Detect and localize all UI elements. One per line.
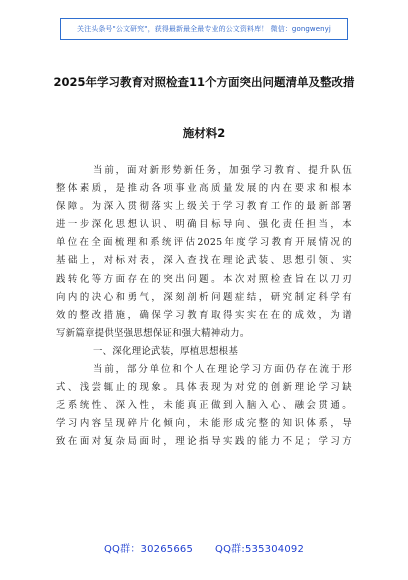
text-line: 乏系统性、深入性，未能真正做到入脑入心、融会贯通。 xyxy=(56,400,352,412)
text-line: 向内的决心和勇气，深刻剖析问题症结，研究制定科学有 xyxy=(56,291,352,303)
promo-banner xyxy=(60,18,348,40)
document-body xyxy=(56,162,352,452)
text-line: 式、浅尝辄止的现象。具体表现为对党的创新理论学习缺 xyxy=(56,382,352,394)
document-title-line-1: 2025年学习教育对照检查11个方面突出问题清单及整改措 xyxy=(53,75,355,89)
text-line: 践转化等方面存在的突出问题。本次对照检查旨在以刀刃 xyxy=(56,273,352,285)
text-line: 进一步深化思想认识、明确目标导向、强化责任担当，本 xyxy=(56,219,352,231)
text-line: 当前，部分单位和个人在理论学习方面仍存在流于形 xyxy=(93,364,352,376)
text-line: 整体素质，是推动各项事业高质量发展的内在要求和根本 xyxy=(56,183,352,195)
text-line: 写新篇章提供坚强思想保证和强大精神动力。 xyxy=(56,327,250,339)
text-line: 致在面对复杂局面时，理论指导实践的能力不足；学习方 xyxy=(56,436,352,448)
footer-qq-group-1: QQ群：30265665 xyxy=(103,544,194,555)
section-heading: 一、深化理论武装，厚植思想根基 xyxy=(93,345,239,357)
footer-qq-group-2: QQ群:535304092 xyxy=(215,544,305,555)
text-line: 保障。为深入贯彻落实上级关于学习教育工作的最新部署 xyxy=(56,201,352,213)
page-footer xyxy=(0,537,408,556)
text-line: 当前，面对新形势新任务，加强学习教育、提升队伍 xyxy=(93,165,352,176)
promo-banner-text: 关注头条号"公文研究"，获得最新最全最专业的公文资料库！ 微信：gongwenyj xyxy=(77,25,331,33)
document-title-line-2: 施材料2 xyxy=(182,126,226,140)
text-line: 单位在全面梳理和系统评估2025年度学习教育开展情况的 xyxy=(56,237,352,249)
text-line: 学习内容呈现碎片化倾向，未能形成完整的知识体系，导 xyxy=(56,418,352,430)
text-line: 基础上，对标对表，深入查找在理论武装、思想引领、实 xyxy=(56,255,352,267)
text-line: 效的整改措施，确保学习教育取得实实在在的成效，为谱 xyxy=(56,309,352,321)
